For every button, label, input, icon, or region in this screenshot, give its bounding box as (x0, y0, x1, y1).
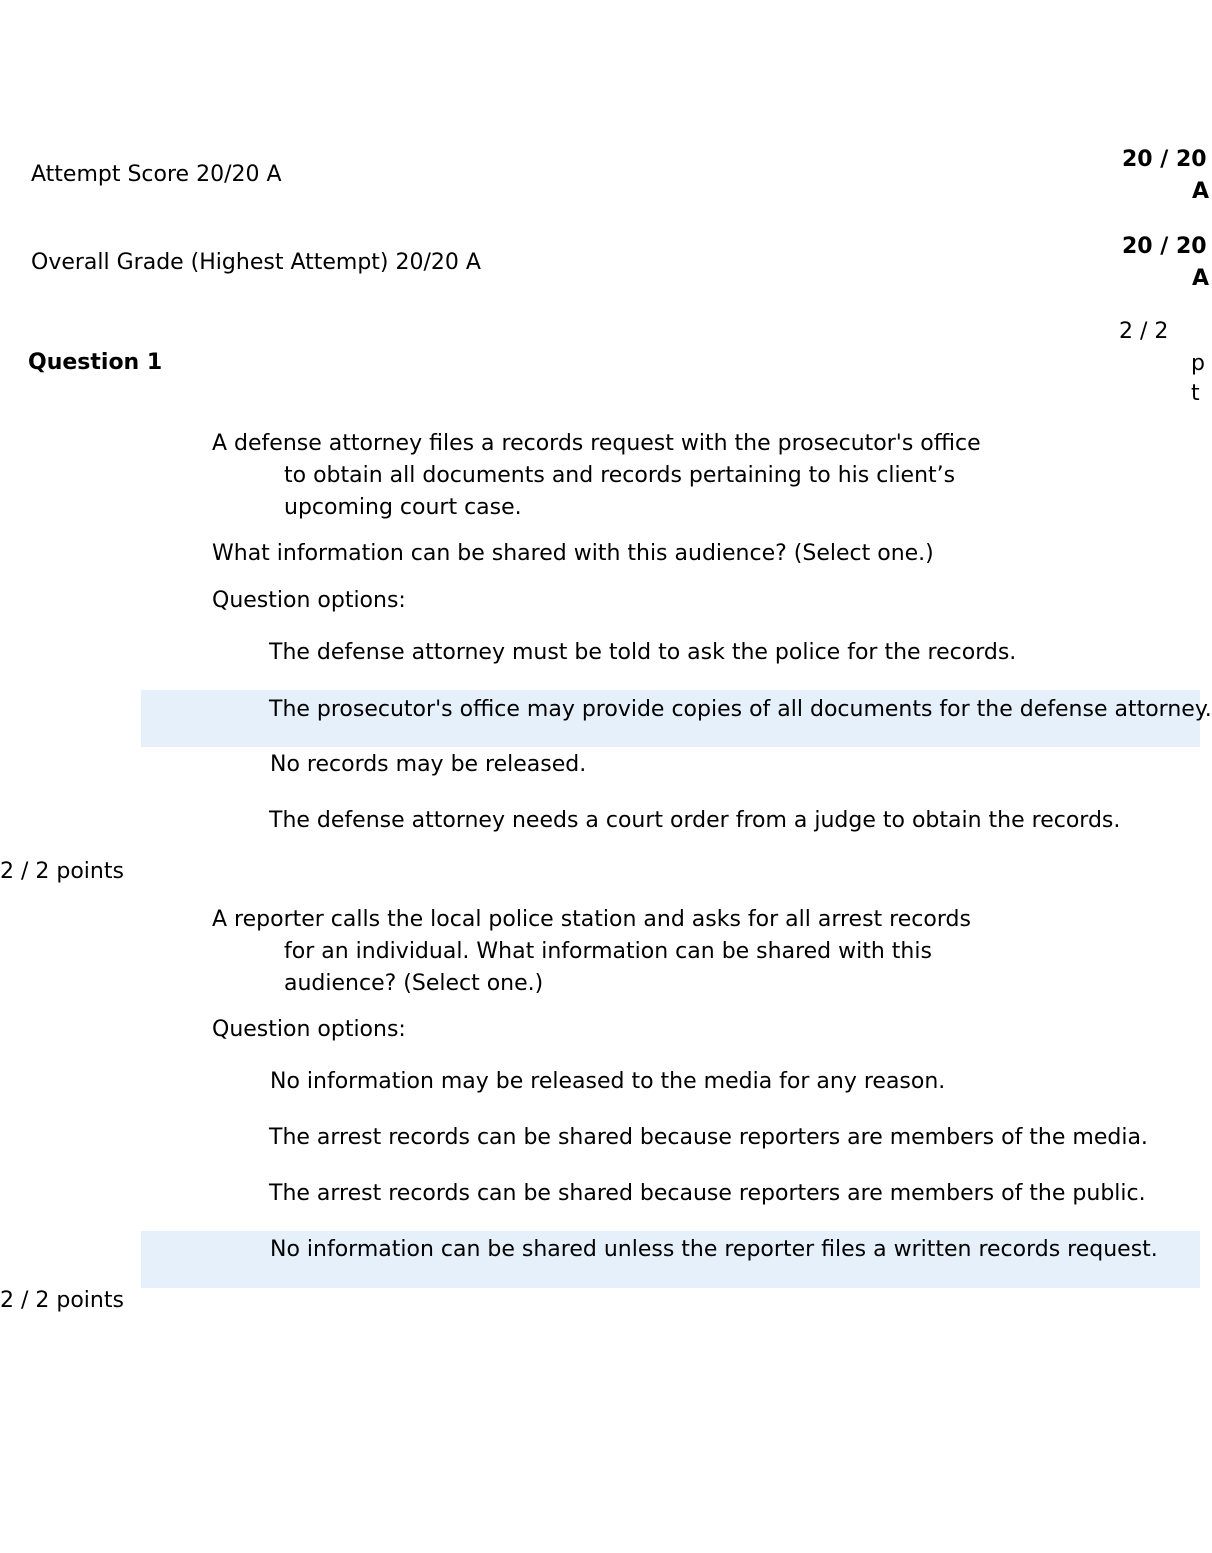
prompt-line: for an individual. What information can be shared with this (284, 939, 932, 964)
overall-grade-grade: A (1192, 266, 1210, 291)
question-points-top: 2 / 2 (1119, 319, 1169, 344)
attempt-score-grade: A (1192, 179, 1210, 204)
question-sub-prompt: What information can be shared with this audience? (Select one.) (212, 541, 934, 566)
answer-option-selected[interactable]: No information can be shared unless the reporter files a written records request. (270, 1237, 1158, 1262)
prompt-line: A defense attorney files a records request with the prosecutor's office (212, 431, 981, 456)
answer-option[interactable]: The arrest records can be shared because reporters are members of the public. (269, 1181, 1146, 1206)
question-points: 2 / 2 points (0, 1288, 124, 1313)
answer-option-selected[interactable]: The prosecutor's office may provide copies of all documents for the defense attorney. (269, 697, 1212, 722)
answer-option[interactable]: No information may be released to the media for any reason. (270, 1069, 946, 1094)
question-options-label: Question options: (212, 1017, 406, 1042)
prompt-line: A reporter calls the local police station and asks for all arrest records (212, 907, 971, 932)
question-prompt (212, 904, 971, 1000)
question-options-label: Question options: (212, 588, 406, 613)
prompt-line: to obtain all documents and records pertaining to his client’s (284, 463, 956, 488)
prompt-line: audience? (Select one.) (284, 971, 544, 996)
attempt-score-value: 20 / 20 (1122, 147, 1207, 172)
attempt-score-label: Attempt Score 20/20 A (31, 162, 282, 187)
answer-option[interactable]: The defense attorney needs a court order from a judge to obtain the records. (269, 808, 1121, 833)
question-prompt (212, 428, 981, 524)
question-points: 2 / 2 points (0, 859, 124, 884)
overall-grade-value: 20 / 20 (1122, 234, 1207, 259)
overall-grade-label: Overall Grade (Highest Attempt) 20/20 A (31, 250, 481, 275)
answer-option[interactable]: No records may be released. (270, 752, 587, 777)
answer-option[interactable]: The defense attorney must be told to ask the police for the records. (269, 640, 1017, 665)
question-title: Question 1 (28, 350, 163, 375)
question-points-top-suffix: p (1191, 351, 1205, 376)
answer-option[interactable]: The arrest records can be shared because reporters are members of the media. (269, 1125, 1148, 1150)
prompt-line: upcoming court case. (284, 495, 522, 520)
question-points-top-suffix: t (1191, 381, 1200, 406)
